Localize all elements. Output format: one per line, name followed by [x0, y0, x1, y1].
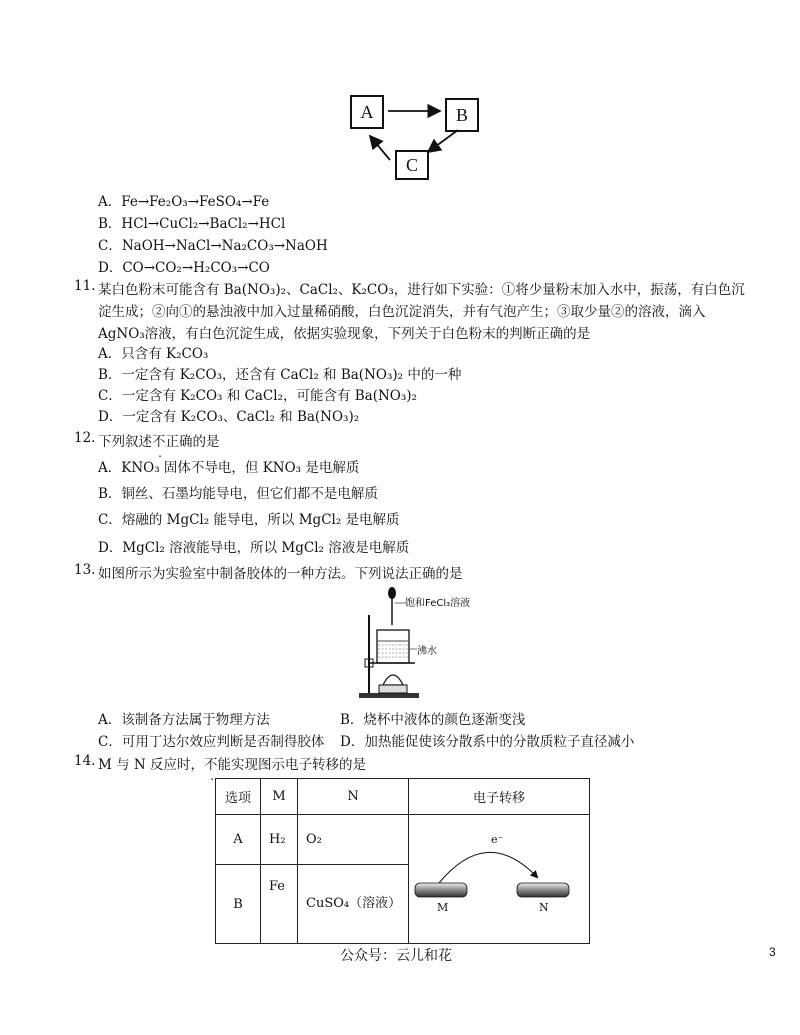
q13-option-a: A．该制备方法属于物理方法 — [98, 712, 270, 728]
q14-stem-pre: M 与 N 反应时， — [98, 757, 205, 773]
q12-stem-pre: 下列叙述 — [98, 434, 152, 450]
q10-option-b: B．HCl→CuCl₂→BaCl₂→HCl — [98, 216, 286, 232]
q12-stem-post: 正确的是 — [165, 434, 220, 450]
electron-label: e⁻ — [491, 833, 504, 846]
q14-stem-emphasis: 不 — [204, 757, 218, 773]
box-b-label: B — [455, 104, 468, 125]
header-electron-transfer: 电子转移 — [409, 779, 590, 815]
q13-option-b: B．烧杯中液体的颜色逐渐变浅 — [340, 712, 526, 728]
row-a-n: O₂ — [298, 815, 409, 865]
q10-option-d: D．CO→CO₂→H₂CO₃→CO — [98, 260, 270, 276]
q12-option-b: B．铜丝、石墨均能导电，但它们都不是电解质 — [98, 486, 378, 502]
page-number: 3 — [769, 945, 776, 959]
q11-number: 11. — [74, 278, 96, 294]
q12-option-c: C．熔融的 MgCl₂ 能导电，所以 MgCl₂ 是电解质 — [98, 512, 400, 528]
q11-option-a: A．只含有 K₂CO₃ — [98, 346, 209, 362]
beaker — [377, 630, 409, 663]
header-option: 选项 — [216, 779, 261, 815]
electrode-m — [415, 883, 467, 897]
q14-table — [215, 778, 590, 944]
electrode-n-label: N — [539, 901, 549, 914]
arrow-b-to-c — [428, 130, 458, 152]
electron-transfer-cell — [409, 815, 590, 944]
q14-number: 14. — [74, 753, 96, 769]
boiling-water-label: 沸水 — [417, 646, 437, 657]
diagram-arrows — [340, 90, 490, 185]
q12-stem — [98, 430, 220, 450]
row-a-m: H₂ — [261, 815, 298, 865]
flame-icon — [383, 675, 403, 685]
footer-wechat-account: 公众号：云儿和花 — [340, 948, 452, 964]
q10-option-a: A．Fe→Fe₂O₃→FeSO₄→Fe — [98, 194, 270, 210]
q11-option-d: D．一定含有 K₂CO₃、CaCl₂ 和 Ba(NO₃)₂ — [98, 409, 360, 425]
fecl3-label: 饱和FeCl₃溶液 — [405, 598, 471, 609]
q12-option-d: D．MgCl₂ 溶液能导电，所以 MgCl₂ 溶液是电解质 — [98, 540, 410, 556]
table-row — [216, 815, 590, 865]
electrode-n — [517, 883, 569, 897]
q12-number: 12. — [74, 430, 96, 446]
row-b-n: CuSO₄（溶液） — [298, 865, 409, 944]
stand-base — [359, 693, 419, 698]
q11-stem-line3: AgNO₃溶液，有白色沉淀生成，依据实验现象，下列关于白色粉末的判断正确的是 — [98, 326, 591, 342]
box-a-label: A — [360, 101, 374, 122]
box-c-label: C — [405, 154, 418, 175]
q13-number: 13. — [74, 562, 96, 578]
row-b-option: B — [216, 865, 261, 944]
electrode-m-label: M — [437, 901, 449, 914]
header-m: M — [261, 779, 298, 815]
q11-stem-line1: 某白色粉末可能含有 Ba(NO₃)₂、CaCl₂、K₂CO₃，进行如下实验：①将少量粉末加入水中，振荡，有白色沉 — [98, 282, 745, 298]
q14-stem-post: 能实现图示电子转移的是 — [217, 757, 367, 773]
dropper-bulb-icon — [388, 587, 396, 599]
row-b-m: Fe — [261, 865, 298, 944]
arrow-c-to-a — [370, 136, 390, 160]
q13-stem: 如图所示为实验室中制备胶体的一种方法。下列说法正确的是 — [98, 566, 463, 582]
q10-option-c: C．NaOH→NaCl→Na₂CO₃→NaOH — [98, 238, 328, 254]
burner — [379, 685, 407, 693]
q14-stem — [98, 753, 366, 773]
q13-option-c: C．可用丁达尔效应判断是否制得胶体 — [98, 734, 325, 750]
q12-stem-emphasis: 不 — [152, 434, 166, 450]
row-a-option: A — [216, 815, 261, 865]
electron-arrow — [439, 852, 537, 883]
table-header-row — [216, 779, 590, 815]
header-n: N — [298, 779, 409, 815]
q11-stem-line2: 淀生成；②向①的悬浊液中加入过量稀硝酸，白色沉淀消失，并有气泡产生；③取少量②的溶液，滴入 — [98, 304, 706, 320]
q11-option-c: C．一定含有 K₂CO₃ 和 CaCl₂，可能含有 Ba(NO₃)₂ — [98, 388, 417, 404]
q12-option-a: A．KNO₃ 固体不导电，但 KNO₃ 是电解质 — [98, 460, 360, 476]
q13-option-d: D．加热能促使该分散系中的分散质粒子直径减小 — [340, 734, 635, 750]
q11-option-b: B．一定含有 K₂CO₃，还含有 CaCl₂ 和 Ba(NO₃)₂ 中的一种 — [98, 367, 462, 383]
